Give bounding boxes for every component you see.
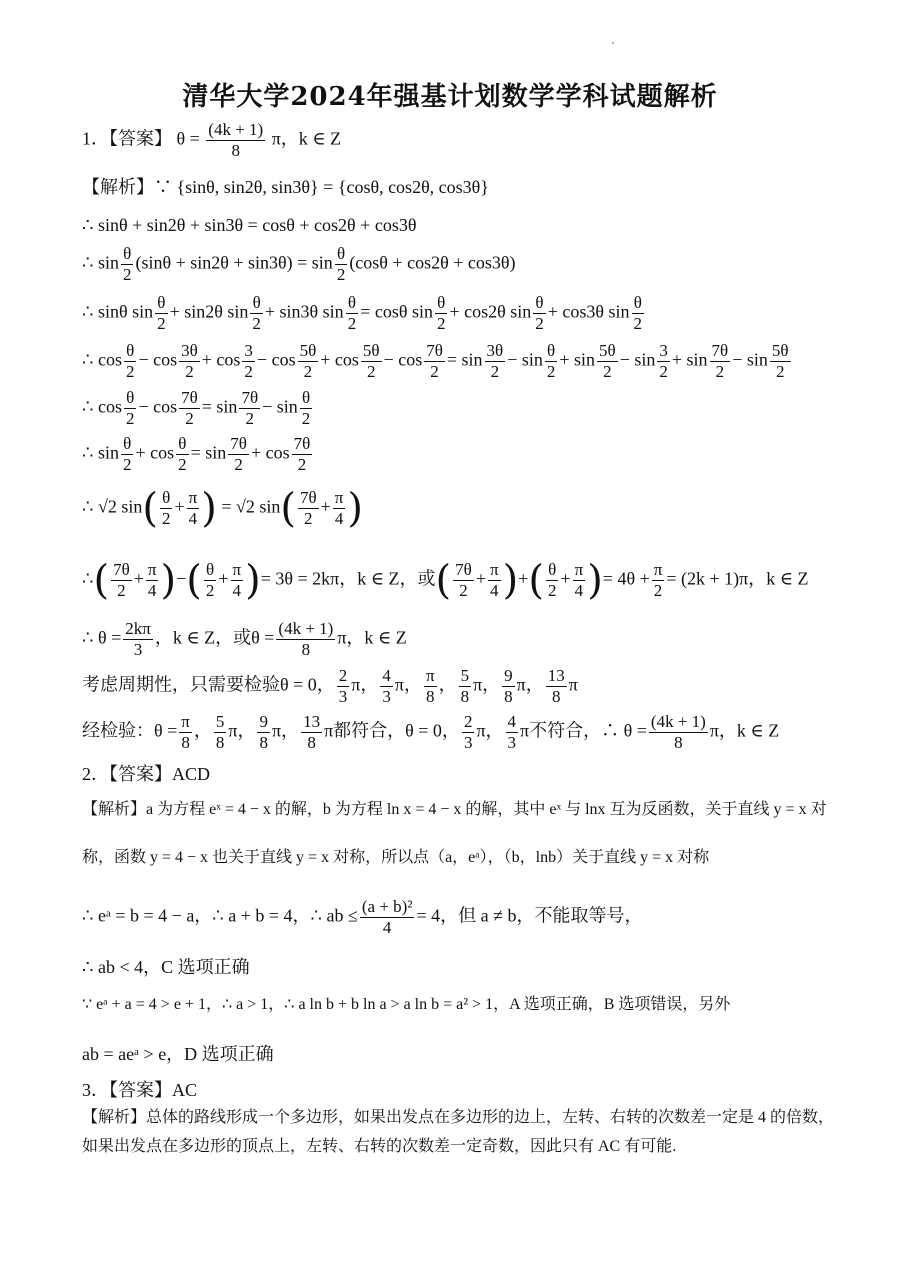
fraction: $\frac{3\theta}{2}$	[181, 341, 198, 381]
q1-step-7: ∴ √2 sin( $\frac{\theta}{2}$ + $\frac{\pi}{4}$ ) = √2 sin( $\frac{7\theta}{2}$ + $\frac{\pi}{4}$ )	[82, 485, 363, 532]
fraction: $\frac{5\theta}{2}$	[362, 341, 380, 381]
q2-line-3: ∴ eᵃ = b = 4 − a，∴ a + b = 4，∴ ab ≤ $\frac{\text{(a + b)²}}{4}$ = 4，但 a ≠ b，不能取等号，	[82, 897, 643, 937]
fraction: $\frac{\pi}{8}$	[425, 666, 435, 706]
fraction: $\frac{\theta}{2}$	[157, 293, 166, 333]
q1-step-8: ∴( $\frac{7\theta}{2}$ + $\frac{\pi}{4}$ )−( $\frac{\theta}{2}$ + $\frac{\pi}{4}$ )= 3θ = 2kπ，k ∈ Z，或( $\frac{7\theta}{2}$ + $\frac{\pi}{4}$ )+( $\frac{\theta}{2}$ + $\frac{\pi}{4}$ )= 4θ + $\frac{\pi}{2}$ = (2k + 1)π，k ∈ Z	[82, 557, 809, 604]
fraction: $\frac{7\theta}{2}$	[181, 388, 198, 428]
q2-line-6: ab = aeᵃ > e，D 选项正确	[82, 1044, 274, 1064]
fraction: $\frac{3}{2}$	[244, 341, 253, 381]
fraction: $\frac{\theta}{2}$	[301, 388, 311, 428]
q2-line-4: ∴ ab < 4，C 选项正确	[82, 957, 250, 977]
fraction: $\frac{3}{2}$	[659, 341, 668, 381]
q3-line-1: 【解析】总体的路线形成一个多边形，如果出发点在多边形的边上，左转、右转的次数差一定是 4 的倍数，	[82, 1109, 835, 1126]
q1-answer-label: 1．【答案】	[82, 128, 172, 149]
q1-answer-suffix: π，k ∈ Z	[271, 128, 342, 149]
fraction: $\frac{\theta}{2}$	[535, 293, 544, 333]
fraction: $\frac{4}{3}$	[507, 712, 517, 752]
fraction: $\frac{7\theta}{2}$	[230, 434, 247, 474]
q1-step-5: ∴ cos $\frac{\theta}{2}$ − cos $\frac{7\theta}{2}$ = sin $\frac{7\theta}{2}$ − sin $\frac{\theta}{2}$	[82, 388, 311, 428]
page-title: 清华大学2024年强基计划数学学科试题解析	[182, 82, 718, 112]
q1-step-3: ∴ sinθ sin $\frac{\theta}{2}$ + sin2θ sin $\frac{\theta}{2}$ + sin3θ sin $\frac{\theta}{2}$ = cosθ sin $\frac{\theta}{2}$ + cos2θ sin $\frac{\theta}{2}$ + cos3θ sin $\frac{\theta}{2}$	[82, 293, 643, 333]
fraction: $\frac{13}{8}$	[303, 712, 321, 752]
fraction: $\frac{4}{3}$	[382, 666, 391, 706]
fraction: $\frac{\theta}{2}$	[633, 293, 643, 333]
q1-verification: 经检验：θ = $\frac{\pi}{8}$ ， $\frac{5}{8}$ π， $\frac{9}{8}$ π， $\frac{13}{8}$ π都符合，θ = 0， $\frac{2}{3}$ π， $\frac{4}{3}$ π不符合，∴ θ = $\frac{(4k + 1)}{8}$ π，k ∈ Z	[82, 712, 780, 752]
q3-answer: 3．【答案】AC	[82, 1080, 198, 1100]
fraction: $\frac{13}{8}$	[547, 666, 565, 706]
fraction: $\frac{\theta}{2}$	[252, 293, 261, 333]
fraction: $\frac{5\theta}{2}$	[599, 341, 616, 381]
fraction: $\frac{9}{8}$	[504, 666, 513, 706]
fraction: $\frac{2}{3}$	[463, 712, 473, 752]
fraction: $\frac{5}{8}$	[215, 712, 225, 752]
fraction: $\frac{7\theta}{2}$	[711, 341, 729, 381]
q1-answer-fraction: $\frac{(4k + 1)}{8}$	[208, 120, 264, 160]
fraction: $\frac{\theta}{2}$	[125, 388, 135, 428]
fraction: $\frac{5}{8}$	[460, 666, 470, 706]
q1-analysis	[82, 177, 489, 197]
fraction: $\frac{\pi}{8}$	[181, 712, 190, 752]
fraction: $\frac{\theta}{2}$	[347, 293, 357, 333]
q2-line-1: 【解析】a 为方程 eˣ = 4 − x 的解，b 为方程 ln x = 4 − x 的解，其中 eˣ 与 lnx 互为反函数，关于直线 y = x 对	[82, 801, 827, 818]
fraction: $\frac{7\theta}{2}$	[293, 434, 311, 474]
q1-step-9: ∴ θ = $\frac{2k\pi}{3}$ ，k ∈ Z，或θ = $\frac{(4k + 1)}{8}$ π，k ∈ Z	[82, 619, 407, 659]
q1-periodicity-check: 考虑周期性，只需要检验θ = 0， $\frac{2}{3}$ π， $\frac{4}{3}$ π， $\frac{\pi}{8}$ ， $\frac{5}{8}$ π， $\frac{9}{8}$ π， $\frac{13}{8}$ π	[82, 666, 578, 706]
q1-step-1: ∴ sinθ + sin2θ + sin3θ = cosθ + cos2θ + cos3θ	[82, 215, 417, 235]
fraction: $\frac{7\theta}{2}$	[241, 388, 259, 428]
q1-answer	[82, 120, 341, 161]
q1-answer-prefix: θ =	[176, 128, 200, 149]
q3-line-2: 如果出发点在多边形的顶点上，左转、右转的次数差一定奇数，因此只有 AC 有可能.	[82, 1138, 677, 1155]
q2-line-5: ∵ eᵃ + a = 4 > e + 1，∴ a > 1，∴ a ln b + b ln a > a ln b = a² > 1，A 选项正确，B 选项错误，另外	[82, 996, 731, 1013]
fraction: $\frac{\theta}{2}$	[178, 434, 187, 474]
fraction: $\frac{5\theta}{2}$	[299, 341, 317, 381]
q1-step-6: ∴ sin $\frac{\theta}{2}$ + cos $\frac{\theta}{2}$ = sin $\frac{7\theta}{2}$ + cos $\frac{7\theta}{2}$	[82, 434, 311, 474]
q2-answer: 2．【答案】ACD	[82, 764, 211, 784]
fraction: $\frac{\theta}{2}$	[125, 341, 135, 381]
fraction: $\frac{\theta}{2}$	[436, 293, 446, 333]
fraction: $\frac{(4k + 1)}{8}$	[650, 712, 706, 752]
q1-step-4: ∴ cos $\frac{\theta}{2}$ − cos $\frac{3\theta}{2}$ + cos $\frac{3}{2}$ − cos $\frac{5\theta}{2}$ + cos $\frac{5\theta}{2}$ − cos $\frac{7\theta}{2}$ = sin $\frac{3\theta}{2}$ − sin $\frac{\theta}{2}$ + sin $\frac{5\theta}{2}$ − sin $\frac{3}{2}$ + sin $\frac{7\theta}{2}$ − sin $\frac{5\theta}{2}$	[82, 341, 789, 381]
fraction: $\frac{2}{3}$	[338, 666, 348, 706]
q1-analysis-label: 【解析】	[82, 177, 154, 197]
scan-speck	[612, 42, 614, 44]
q2-line-2: 称，函数 y = 4 − x 也关于直线 y = x 对称，所以点（a，eᵃ），（b，lnb）关于直线 y = x 对称	[82, 849, 710, 866]
fraction: $\frac{7\theta}{2}$	[426, 341, 443, 381]
fraction: $\frac{5\theta}{2}$	[771, 341, 789, 381]
fraction: $\frac{\theta}{2}$	[122, 434, 132, 474]
fraction: $\frac{9}{8}$	[259, 712, 268, 752]
q1-analysis-line: ∵ {sinθ, sin2θ, sin3θ} = {cosθ, cos2θ, cos3θ}	[154, 177, 489, 197]
q1-step-2: ∴ sin $\frac{\theta}{2}$ (sinθ + sin2θ + sin3θ) = sin $\frac{\theta}{2}$ (cosθ + cos2θ + cos3θ)	[82, 244, 516, 284]
fraction: $\frac{\theta}{2}$	[546, 341, 556, 381]
fraction: $\frac{3\theta}{2}$	[486, 341, 504, 381]
